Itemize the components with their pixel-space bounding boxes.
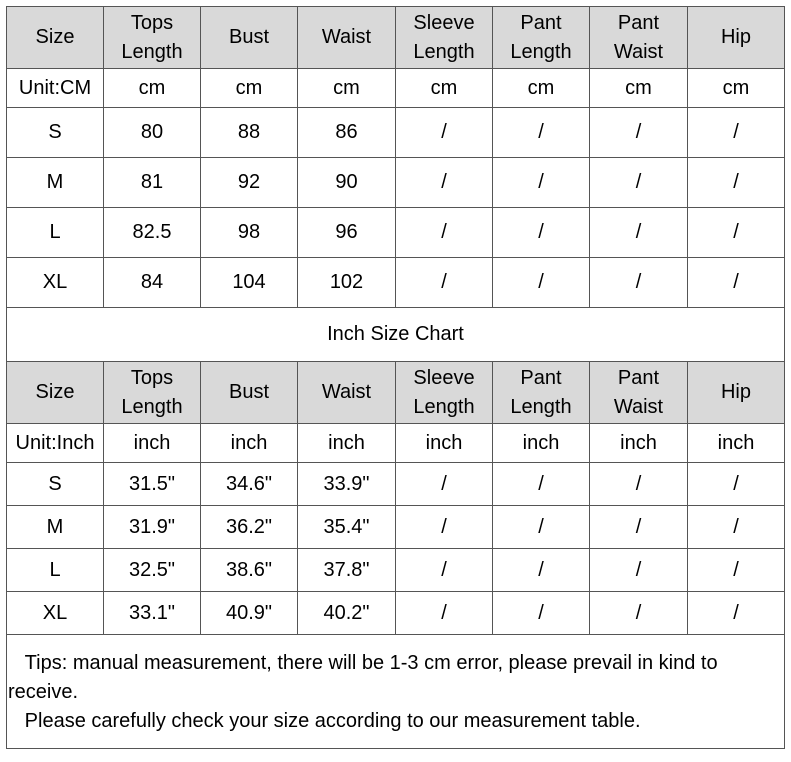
- size-label: M: [7, 158, 104, 208]
- cm-table: [7, 7, 785, 308]
- measurement-cell: /: [688, 592, 785, 635]
- measurement-cell: 98: [201, 208, 298, 258]
- table-row: [7, 592, 785, 635]
- measurement-cell: 40.2": [298, 592, 396, 635]
- column-header-text: Bust: [228, 381, 270, 403]
- table-row: [7, 506, 785, 549]
- column-header-text: Hip: [720, 26, 751, 48]
- unit-cell: cm: [201, 69, 298, 108]
- measurement-cell: /: [688, 258, 785, 308]
- table-row: [7, 258, 785, 308]
- tips-section: [7, 635, 785, 749]
- measurement-cell: /: [493, 549, 590, 592]
- measurement-cell: /: [396, 592, 493, 635]
- measurement-cell: 38.6": [201, 549, 298, 592]
- measurement-cell: /: [688, 208, 785, 258]
- inch-table: [7, 362, 785, 635]
- column-header-text: Sleeve: [413, 11, 475, 34]
- measurement-cell: 82.5: [104, 208, 201, 258]
- column-header: [688, 362, 785, 424]
- unit-cell: cm: [104, 69, 201, 108]
- unit-cell: inch: [104, 424, 201, 463]
- measurement-cell: /: [590, 158, 688, 208]
- unit-cell: cm: [590, 69, 688, 108]
- measurement-cell: 37.8": [298, 549, 396, 592]
- column-header-text: Length: [121, 395, 183, 418]
- unit-cell: inch: [688, 424, 785, 463]
- column-header-text: Waist: [613, 40, 664, 63]
- column-header: [590, 7, 688, 69]
- size-label: S: [7, 108, 104, 158]
- measurement-cell: /: [396, 506, 493, 549]
- measurement-cell: /: [396, 463, 493, 506]
- column-header-text: Length: [413, 40, 475, 63]
- measurement-cell: 102: [298, 258, 396, 308]
- column-header-text: Waist: [321, 381, 372, 403]
- unit-cell: inch: [493, 424, 590, 463]
- column-header: [201, 7, 298, 69]
- unit-cell: inch: [396, 424, 493, 463]
- inch-title-section: [7, 308, 785, 362]
- size-label: L: [7, 549, 104, 592]
- measurement-cell: /: [493, 158, 590, 208]
- unit-cell: inch: [201, 424, 298, 463]
- measurement-cell: /: [396, 158, 493, 208]
- measurement-cell: /: [396, 108, 493, 158]
- measurement-cell: /: [590, 258, 688, 308]
- column-header-text: Size: [35, 381, 75, 403]
- unit-cell: Unit:CM: [7, 69, 104, 108]
- measurement-cell: /: [688, 549, 785, 592]
- column-header: [396, 7, 493, 69]
- measurement-cell: 31.5": [104, 463, 201, 506]
- measurement-cell: 34.6": [201, 463, 298, 506]
- column-header-text: Sleeve: [413, 366, 475, 389]
- column-header-text: Length: [413, 395, 475, 418]
- column-header-text: Pant: [617, 11, 660, 34]
- table-row: [7, 208, 785, 258]
- column-header: [201, 362, 298, 424]
- measurement-cell: 86: [298, 108, 396, 158]
- header-row: [7, 7, 785, 69]
- table-row: [7, 549, 785, 592]
- column-header-text: Length: [510, 40, 572, 63]
- size-table: [6, 6, 785, 749]
- measurement-cell: /: [396, 208, 493, 258]
- measurement-cell: /: [688, 108, 785, 158]
- unit-row: [7, 424, 785, 463]
- measurement-cell: 35.4": [298, 506, 396, 549]
- measurement-cell: /: [590, 592, 688, 635]
- measurement-cell: /: [590, 506, 688, 549]
- column-header: [298, 362, 396, 424]
- measurement-cell: 88: [201, 108, 298, 158]
- measurement-cell: /: [493, 463, 590, 506]
- table-row: [7, 108, 785, 158]
- tips-line-2: Please carefully check your size according to our measurement table.: [8, 710, 641, 732]
- column-header-text: Length: [510, 395, 572, 418]
- column-header: [104, 7, 201, 69]
- unit-cell: cm: [298, 69, 396, 108]
- column-header-text: Bust: [228, 26, 270, 48]
- measurement-cell: /: [590, 463, 688, 506]
- measurement-cell: 40.9": [201, 592, 298, 635]
- measurement-cell: /: [493, 108, 590, 158]
- column-header-text: Size: [35, 26, 75, 48]
- tips-line-1: Tips: manual measurement, there will be 1-3 cm error, please prevail in kind to receive.: [8, 652, 724, 703]
- column-header: [104, 362, 201, 424]
- header-row: [7, 362, 785, 424]
- column-header-text: Tops: [130, 11, 174, 34]
- unit-row: [7, 69, 785, 108]
- unit-cell: Unit:Inch: [7, 424, 104, 463]
- column-header-text: Hip: [720, 381, 751, 403]
- column-header-text: Pant: [520, 366, 562, 389]
- measurement-cell: /: [688, 506, 785, 549]
- measurement-cell: 84: [104, 258, 201, 308]
- column-header: [298, 7, 396, 69]
- size-label: L: [7, 208, 104, 258]
- measurement-cell: 90: [298, 158, 396, 208]
- measurement-cell: /: [590, 208, 688, 258]
- measurement-cell: 92: [201, 158, 298, 208]
- unit-cell: cm: [493, 69, 590, 108]
- tips-cell: [7, 635, 785, 749]
- unit-cell: cm: [396, 69, 493, 108]
- measurement-cell: 80: [104, 108, 201, 158]
- measurement-cell: 33.1": [104, 592, 201, 635]
- measurement-cell: /: [688, 463, 785, 506]
- measurement-cell: 104: [201, 258, 298, 308]
- column-header: [590, 362, 688, 424]
- column-header: [7, 7, 104, 69]
- measurement-cell: /: [396, 549, 493, 592]
- size-label: XL: [7, 258, 104, 308]
- column-header-text: Pant: [520, 11, 562, 34]
- column-header: [396, 362, 493, 424]
- measurement-cell: /: [396, 258, 493, 308]
- size-chart: [6, 6, 784, 749]
- size-label: XL: [7, 592, 104, 635]
- inch-size-chart-title: Inch Size Chart: [7, 308, 785, 362]
- measurement-cell: 31.9": [104, 506, 201, 549]
- unit-cell: cm: [688, 69, 785, 108]
- measurement-cell: /: [493, 592, 590, 635]
- unit-cell: inch: [590, 424, 688, 463]
- column-header-text: Pant: [617, 366, 660, 389]
- table-row: [7, 463, 785, 506]
- column-header: [7, 362, 104, 424]
- column-header: [493, 362, 590, 424]
- column-header-text: Waist: [613, 395, 664, 418]
- column-header: [688, 7, 785, 69]
- measurement-cell: 81: [104, 158, 201, 208]
- measurement-cell: 36.2": [201, 506, 298, 549]
- size-label: S: [7, 463, 104, 506]
- measurement-cell: /: [590, 108, 688, 158]
- column-header-text: Length: [121, 40, 183, 63]
- measurement-cell: 32.5": [104, 549, 201, 592]
- unit-cell: inch: [298, 424, 396, 463]
- measurement-cell: /: [688, 158, 785, 208]
- column-header-text: Waist: [321, 26, 372, 48]
- size-label: M: [7, 506, 104, 549]
- measurement-cell: 96: [298, 208, 396, 258]
- measurement-cell: /: [590, 549, 688, 592]
- measurement-cell: /: [493, 506, 590, 549]
- measurement-cell: /: [493, 208, 590, 258]
- column-header: [493, 7, 590, 69]
- column-header-text: Tops: [130, 366, 174, 389]
- measurement-cell: /: [493, 258, 590, 308]
- table-row: [7, 158, 785, 208]
- measurement-cell: 33.9": [298, 463, 396, 506]
